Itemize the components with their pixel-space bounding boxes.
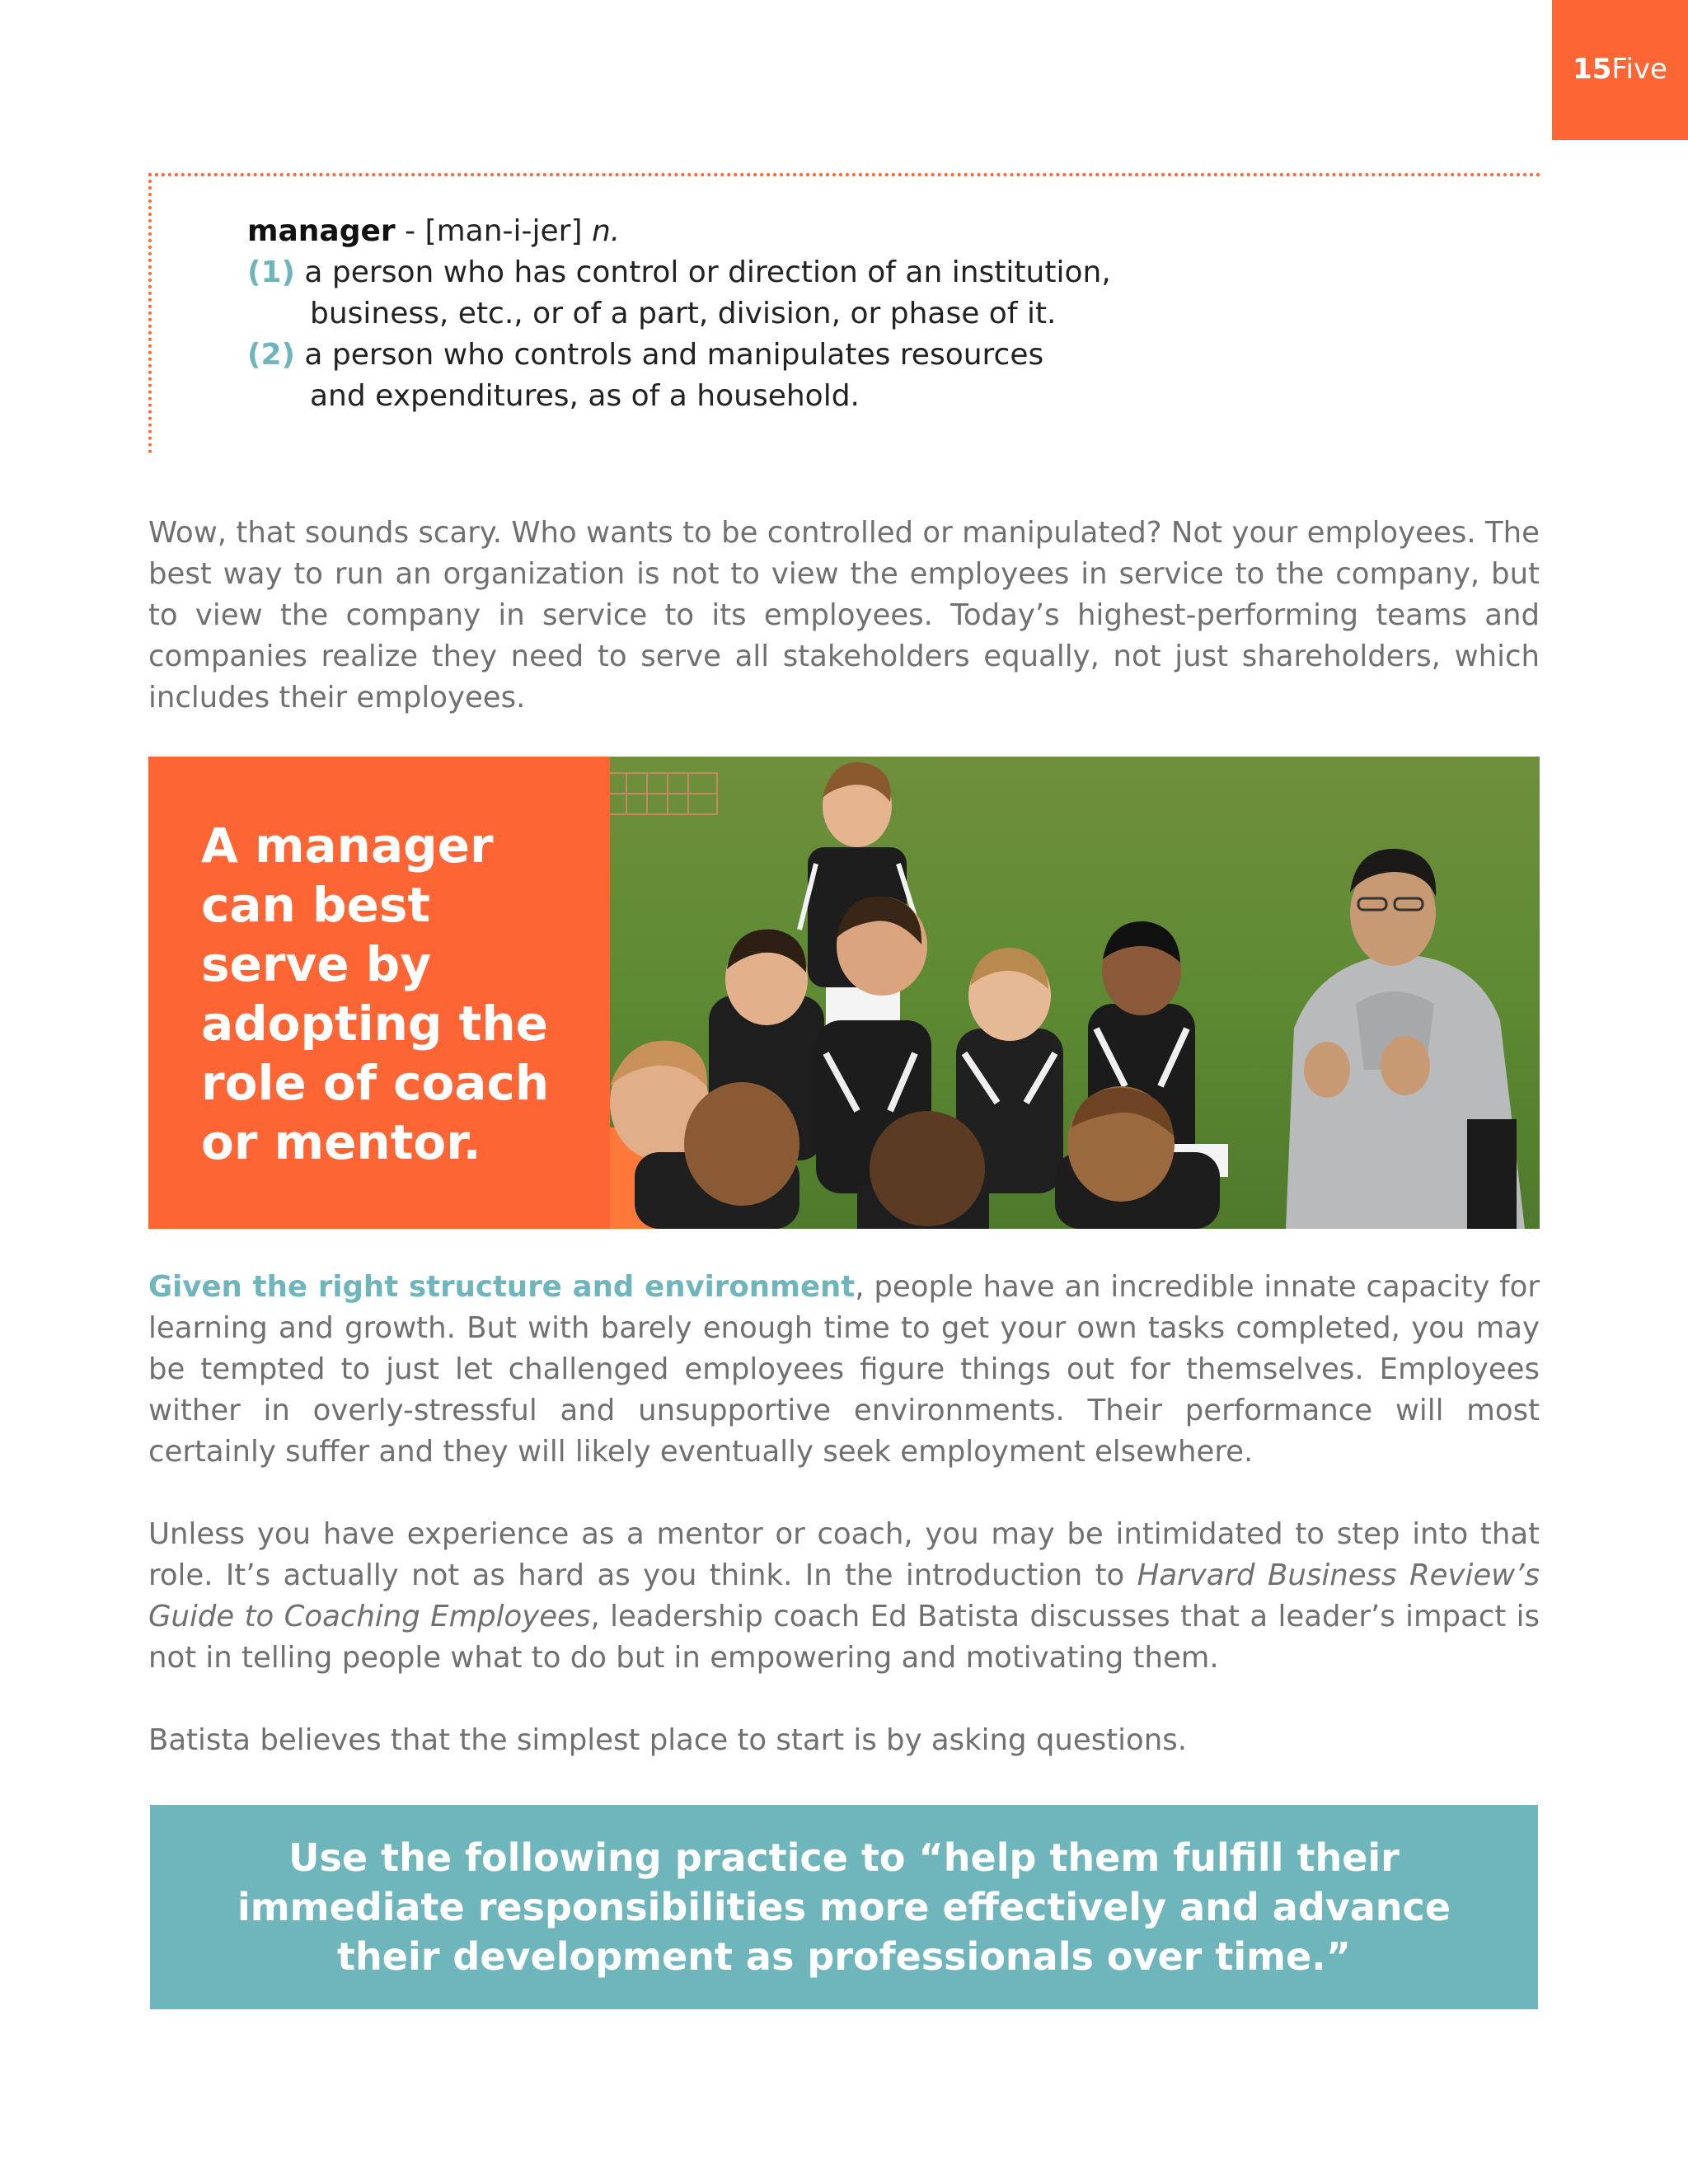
coaching-paragraph-part-2: , leadership coach Ed Batista discusses that a leader’s impact is not in telling people what to do but in empowering and motivating them. xyxy=(148,1600,1540,1675)
quote-line-1: Use the following practice to “help them fulfill their xyxy=(288,1835,1400,1880)
coaching-paragraph xyxy=(148,1514,1540,1679)
structure-lead-phrase: Given the right structure and environment xyxy=(148,1270,856,1304)
sense-2-line-1: a person who controls and manipulates resources xyxy=(294,338,1044,372)
structure-paragraph xyxy=(148,1267,1540,1473)
sense-2-number: (2) xyxy=(247,338,295,372)
sense-1-line-1: a person who has control or direction of an institution, xyxy=(294,255,1111,289)
callout-line-1: A manager xyxy=(201,818,494,874)
quote-line-2: immediate responsibilities more effectively and advance xyxy=(237,1885,1451,1929)
book-title: Harvard Business Review’s Guide to Coaching Employees xyxy=(148,1558,1540,1633)
definition-term: manager xyxy=(247,214,396,248)
structure-paragraph-body: , people have an incredible innate capacity for learning and growth. But with barely enough time to get your own tasks completed, you may be tempted to just let challenged employees figure things out for themselves. Employees wither in overly-stressful and unsupportive environments. Their performance will most certainly suffer and they will likely eventually seek employment elsewhere. xyxy=(148,1270,1540,1469)
sense-1-line-2: business, etc., or of a part, division, or phase of it. xyxy=(310,297,1057,330)
definition-headword-line xyxy=(247,211,1111,252)
questions-paragraph: Batista believes that the simplest place to start is by asking questions. xyxy=(148,1723,1188,1757)
definition-part-of-speech: n. xyxy=(591,214,621,248)
brand-logo-bold: 15 xyxy=(1573,53,1612,86)
coach-team-photo xyxy=(610,757,1540,1229)
callout-line-3: serve by xyxy=(201,936,432,992)
definition-block xyxy=(247,211,1111,417)
callout-line-4: adopting the xyxy=(201,996,548,1052)
definition-border-left xyxy=(148,173,152,453)
coaching-paragraph-part-1: Unless you have experience as a mentor or coach, you may be intimidated to step into that role. It’s actually not as hard as you think. In the introduction to xyxy=(148,1517,1540,1592)
pull-quote-callout xyxy=(148,757,610,1229)
quote-line-3: their development as professionals over time.” xyxy=(337,1934,1351,1979)
intro-paragraph: Wow, that sounds scary. Who wants to be controlled or manipulated? Not your employees. The best way to run an organization is not to view the employees in service to the company, but to view the company in service to its employees. Today’s highest-performing teams and companies realize they need to serve all stakeholders equally, not just shareholders, which includes their employees. xyxy=(148,516,1540,715)
callout-line-5: role of coach xyxy=(201,1055,550,1111)
callout-line-2: can best xyxy=(201,877,431,933)
practice-quote-banner xyxy=(150,1805,1538,2009)
callout-text xyxy=(201,816,577,1172)
practice-quote-text xyxy=(237,1833,1451,1981)
definition-sense-1 xyxy=(247,252,1111,293)
brand-logo xyxy=(1552,0,1688,140)
definition-border-top xyxy=(148,173,1541,176)
brand-logo-light: Five xyxy=(1611,53,1667,86)
definition-sense-2 xyxy=(247,335,1111,376)
sense-2-line-2: and expenditures, as of a household. xyxy=(310,379,860,413)
sense-1-number: (1) xyxy=(247,255,295,289)
callout-line-6: or mentor. xyxy=(201,1114,481,1170)
definition-pronunciation: - [man-i-jer] xyxy=(395,214,592,248)
